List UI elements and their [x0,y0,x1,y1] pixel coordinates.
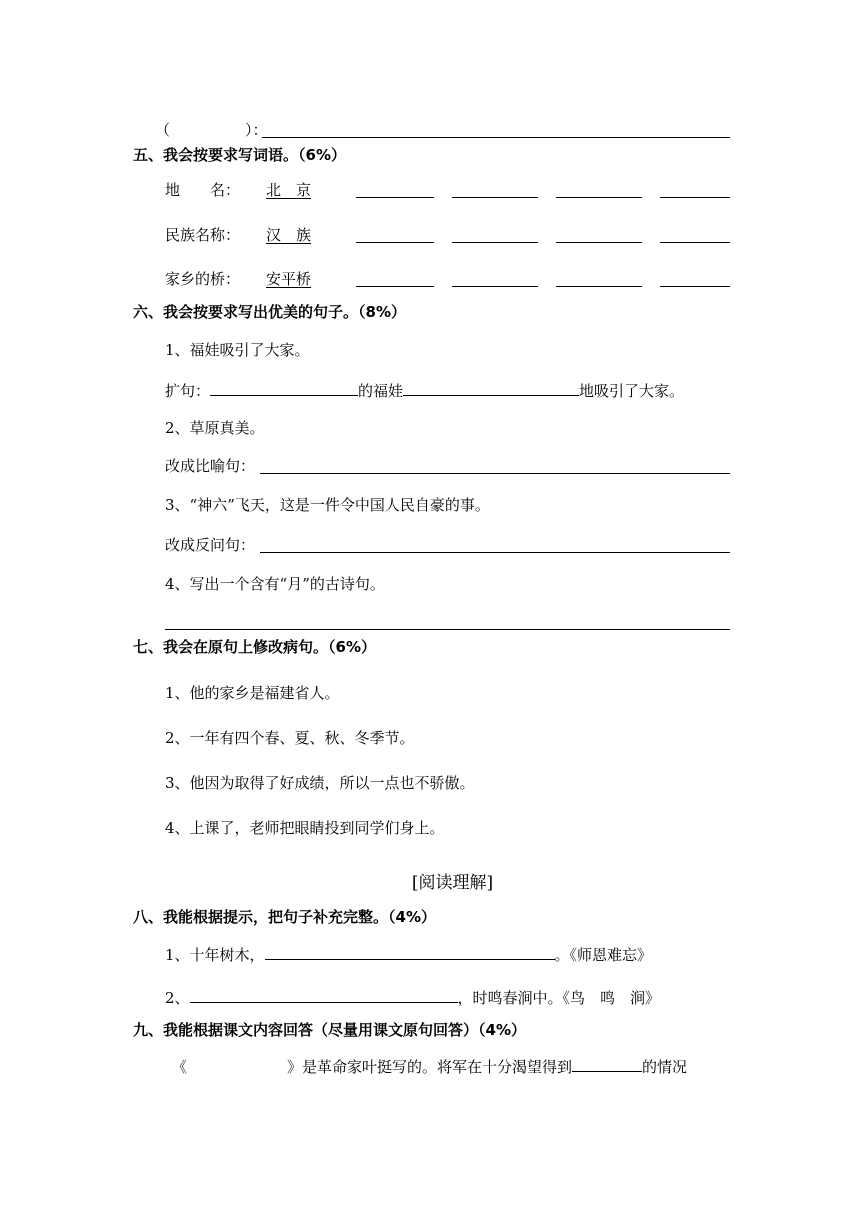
s6-q2-prefix: 改成比喻句： [165,457,256,475]
section-8-title: 八、我能根据提示，把句子补充完整。（4%） [133,908,436,926]
s6-q1-blank-1[interactable] [210,379,358,396]
s5-row-3-example: 安平桥 [266,270,312,288]
s6-q3: 3、“神六”飞天，这是一件令中国人民自豪的事。 [165,496,490,514]
s6-q1-mid: 的福娃 [358,382,404,400]
s6-q4-answer-line[interactable] [165,629,730,630]
s5-row-1-blank-4[interactable] [660,197,730,198]
section-6-title: 六、我会按要求写出优美的句子。（8%） [133,303,406,321]
s5-row-2-blank-2[interactable] [452,242,538,243]
s7-item-4: 4、上课了，老师把眼睛投到同学们身上。 [165,819,445,837]
s9-answer-blank[interactable] [572,1055,642,1072]
s5-row-3-blank-3[interactable] [556,286,642,287]
s6-q1-suffix: 地吸引了大家。 [579,382,685,400]
s9-text-mid: 》是革命家叶挺写的。将军在十分渴望得到 [287,1058,573,1076]
s6-q4: 4、写出一个含有“月”的古诗句。 [165,575,385,593]
s8-q1-prefix: 1、十年树木， [165,946,265,964]
s7-item-1: 1、他的家乡是福建省人。 [165,684,340,702]
top-answer-line[interactable] [262,137,730,138]
top-bracket-label: （ ）： [155,121,268,139]
s6-q3-answer-line[interactable] [260,552,730,553]
s9-text-end: 的情况 [642,1058,688,1076]
s5-row-1-blank-1[interactable] [356,197,434,198]
s8-q1-suffix: 。《师恩难忘》 [554,946,653,964]
s5-row-3-blank-4[interactable] [660,286,730,287]
s5-row-2-blank-4[interactable] [660,242,730,243]
reading-section-header: [阅读理解] [411,873,494,893]
s6-q2: 2、草原真美。 [165,419,265,437]
s8-q1-row [165,943,652,965]
s5-row-3-label: 家乡的桥： [165,270,241,288]
s7-item-2: 2、一年有四个春、夏、秋、冬季节。 [165,729,415,747]
s6-q1-blank-2[interactable] [403,379,579,396]
s6-q1-answer-row [165,379,684,401]
s8-q2-prefix: 2、 [165,989,190,1007]
s5-row-1-label: 地 名： [165,181,241,199]
s5-row-3-blank-1[interactable] [356,286,434,287]
s5-row-2-blank-1[interactable] [356,242,434,243]
s5-row-2-label: 民族名称： [165,226,241,244]
s8-q2-row [165,986,660,1008]
s6-q3-prefix: 改成反问句： [165,536,256,554]
s8-q2-suffix: ，时鸣春涧中。《鸟 鸣 涧》 [457,989,661,1007]
section-7-title: 七、我会在原句上修改病句。（6%） [133,638,376,656]
s9-open-bracket: 《 [172,1058,188,1076]
s8-q2-blank[interactable] [190,986,458,1003]
s7-item-3: 3、他因为取得了好成绩，所以一点也不骄傲。 [165,774,475,792]
s5-row-3-blank-2[interactable] [452,286,538,287]
s6-q1-prefix: 扩句： [165,382,211,400]
s6-q2-answer-line[interactable] [260,473,730,474]
s5-row-2-blank-3[interactable] [556,242,642,243]
section-5-title: 五、我会按要求写词语。（6%） [133,146,346,164]
s5-row-1-example: 北 京 [266,181,312,199]
s6-q1: 1、福娃吸引了大家。 [165,341,310,359]
section-9-title: 九、我能根据课文内容回答（尽量用课文原句回答）（4%） [133,1021,526,1039]
s5-row-1-blank-3[interactable] [556,197,642,198]
s5-row-2-example: 汉 族 [266,226,312,244]
s9-text-row [172,1055,687,1077]
s8-q1-blank[interactable] [265,943,555,960]
s5-row-1-blank-2[interactable] [452,197,538,198]
